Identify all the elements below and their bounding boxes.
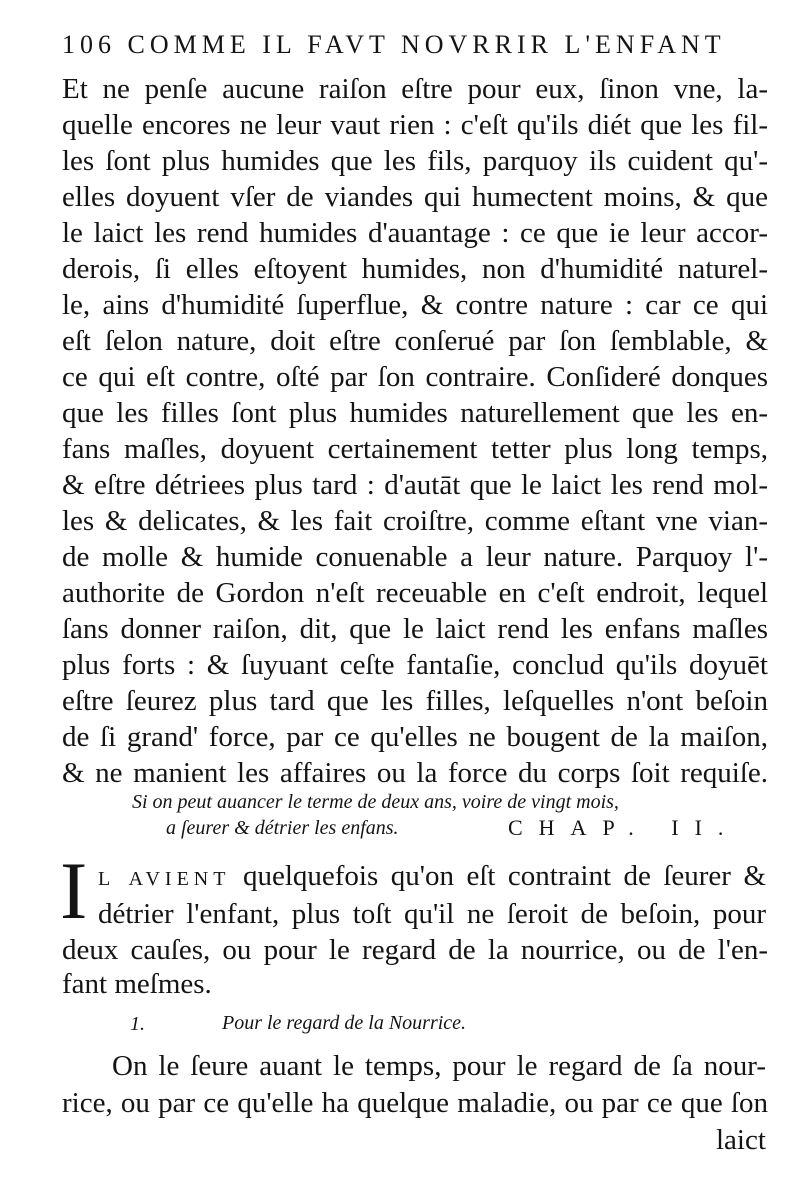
- text-line: que les filles ſont plus humides naturellement que les en-: [62, 397, 768, 429]
- chapter-label: CHAP. II.: [508, 815, 740, 840]
- text-line: fans maſles, doyuent certainement tetter plus long temps,: [62, 433, 768, 465]
- section-number: 1.: [130, 1013, 145, 1035]
- paragraph-3-line-2: rice, ou par ce qu'elle ha quelque maladie, ou par ce que ſon: [62, 1087, 768, 1119]
- text-line: les ſont plus humides que les fils, parquoy ils cuident qu'-: [62, 145, 768, 177]
- text-line: eſtre ſeurez plus tard que les filles, leſquelles n'ont beſoin: [62, 685, 768, 717]
- text-line: & eſtre détriees plus tard : d'autāt que le laict les rend mol-: [62, 469, 768, 501]
- text-line: derois, ſi elles eſtoyent humides, non d'humidité naturel-: [62, 253, 768, 285]
- chapter-title-line-2: a ſeurer & détrier les enfans.: [166, 817, 399, 839]
- paragraph-3-line-1: On le ſeure auant le temps, pour le regard de ſa nour-: [112, 1050, 766, 1082]
- text-line: ce qui eſt contre, oſté par ſon contraire. Conſideré donques: [62, 361, 768, 393]
- chapter-title-line-1: Si on peut auancer le terme de deux ans, voire de vingt mois,: [132, 791, 619, 813]
- text-line: ſans donner raiſon, dit, que le laict rend les enfans maſles: [62, 613, 768, 645]
- paragraph-2-line-2: détrier l'enfant, plus toſt qu'il ne ſeroit de beſoin, pour: [98, 898, 766, 930]
- text-line: le, ains d'humidité ſuperflue, & contre nature : car ce qui: [62, 289, 768, 321]
- text-line: & ne manient les affaires ou la force du corps ſoit requiſe.: [62, 757, 768, 789]
- catchword: laict: [716, 1124, 766, 1156]
- text-line: plus forts : & ſuyuant ceſte fantaſie, conclud qu'ils doyuēt: [62, 649, 768, 681]
- text-line: elles doyuent vſer de viandes qui humectent moins, & que: [62, 181, 768, 213]
- text-line: le laict les rend humides d'auantage : ce que ie leur accor-: [62, 217, 768, 249]
- paragraph-2-line-3: deux cauſes, ou pour le regard de la nourrice, ou de l'en-: [62, 934, 768, 966]
- line-text: quelquefois qu'on eſt contraint de ſeurer &: [242, 860, 766, 892]
- smallcaps-opening: L AVIENT: [98, 868, 231, 890]
- text-line: de ſi grand' force, par ce qu'elles ne bougent de la maiſon,: [62, 721, 768, 753]
- text-line: eſt ſelon nature, doit eſtre conſerué par ſon ſemblable, &: [62, 325, 768, 357]
- paragraph-2-line-1: [98, 860, 766, 893]
- text-line: les & delicates, & les fait croiſtre, comme eſtant vne vian-: [62, 505, 768, 537]
- text-line: Et ne penſe aucune raiſon eſtre pour eux, ſinon vne, la-: [62, 73, 768, 105]
- text-line: de molle & humide conuenable a leur nature. Parquoy l'-: [62, 541, 768, 573]
- section-title: Pour le regard de la Nourrice.: [222, 1012, 467, 1034]
- running-header: 106 COMME IL FAVT NOVRRIR L'ENFANT: [62, 30, 726, 59]
- text-line: authorite de Gordon n'eſt receuable en c'eſt endroit, lequel: [62, 577, 768, 609]
- drop-cap: I: [60, 845, 88, 936]
- paragraph-2-line-4: fant meſmes.: [62, 968, 212, 1000]
- text-line: quelle encores ne leur vaut rien : c'eſt qu'ils diét que les fil-: [62, 109, 768, 141]
